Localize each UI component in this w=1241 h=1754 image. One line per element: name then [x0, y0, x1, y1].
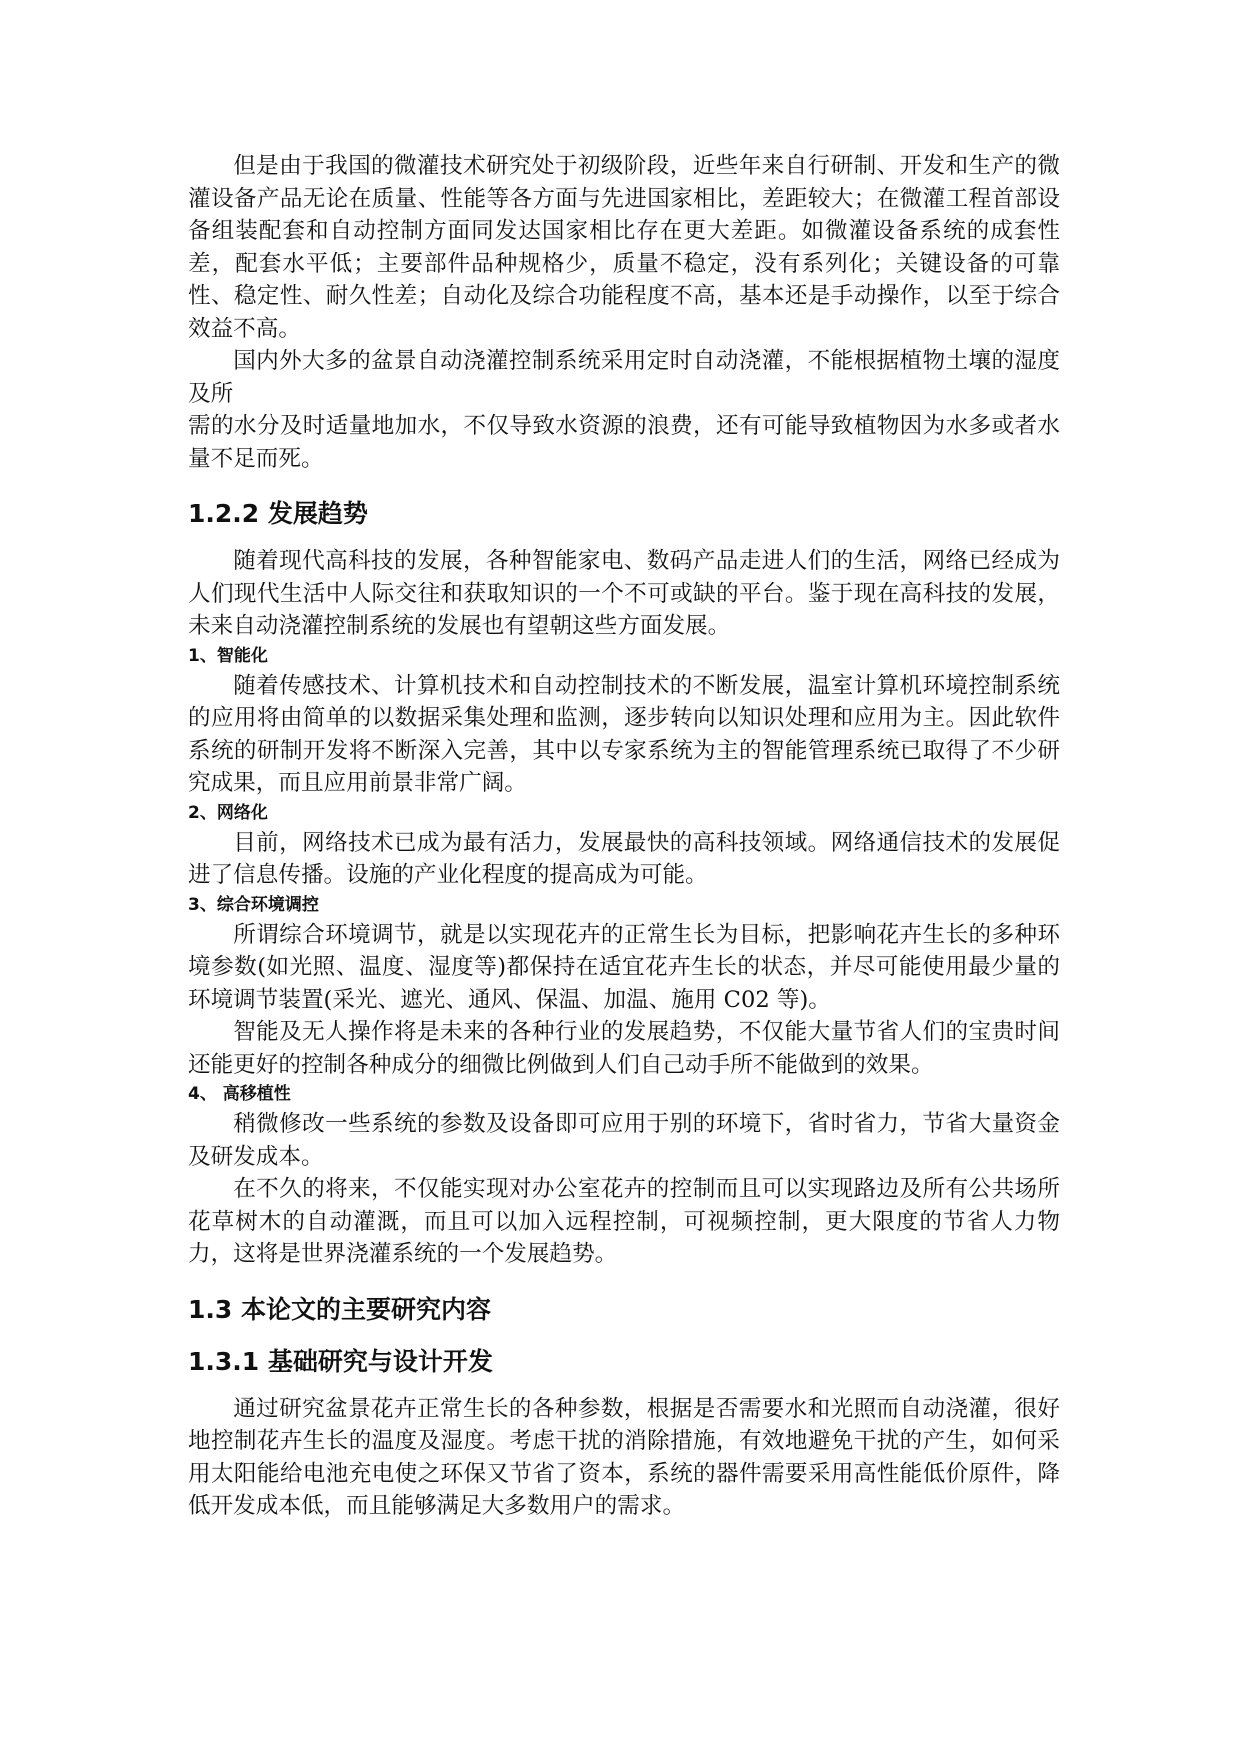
paragraph-basic-research: 通过研究盆景花卉正常生长的各种参数，根据是否需要水和光照而自动浇灌，很好地控制花卉生长的温度及湿度。考虑干扰的消除措施，有效地避免干扰的产生，如何采用太阳能给电池充电使之环保又节省了资本，系统的器件需要采用高性能低价原件，降低开发成本低，而且能够满足大多数用户的需求。 — [188, 1395, 1060, 1519]
section-heading-1-3: 1.3 本论文的主要研究内容 — [188, 1294, 491, 1324]
paragraph-unmanned-operation: 智能及无人操作将是未来的各种行业的发展趋势，不仅能大量节省人们的宝贵时间还能更好的控制各种成分的细微比例做到人们自己动手所不能做到的效果。 — [188, 1019, 1060, 1078]
subheading-environment-control: 3、综合环境调控 — [188, 894, 319, 915]
paragraph-intelligent: 随着传感技术、计算机技术和自动控制技术的不断发展，温室计算机环境控制系统的应用将由简单的以数据采集处理和监测，逐步转向以知识处理和应用为主。因此软件系统的研制开发将不断深入完善，其中以专家系统为主的智能管理系统已取得了不少研究成果，而且应用前景非常广阔。 — [188, 672, 1060, 796]
paragraph-portability: 稍微修改一些系统的参数及设备即可应用于别的环境下，省时省力，节省大量资金及研发成本。 — [188, 1111, 1060, 1170]
paragraph-networked: 目前，网络技术已成为最有活力，发展最快的高科技领域。网络通信技术的发展促进了信息传播。设施的产业化程度的提高成为可能。 — [188, 829, 1060, 888]
paragraph-environment-control: 所谓综合环境调节，就是以实现花卉的正常生长为目标，把影响花卉生长的多种环境参数(如光照、温度、湿度等)都保持在适宜花卉生长的状态，并尽可能使用最少量的环境调节装置(采光、遮光、通风、保温、加温、施用 C02 等)。 — [188, 921, 1060, 1013]
paragraph-microirrigation-gap: 但是由于我国的微灌技术研究处于初级阶段，近些年来自行研制、开发和生产的微灌设备产品无论在质量、性能等各方面与先进国家相比，差距较大；在微灌工程首部设备组装配套和自动控制方面同发达国家相比存在更大差距。如微灌设备系统的成套性差，配套水平低；主要部件品种规格少，质量不稳定，没有系列化；关键设备的可靠性、稳定性、耐久性差；自动化及综合功能程度不高，基本还是手动操作，以至于综合效益不高。 — [188, 153, 1060, 342]
section-heading-1-3-1: 1.3.1 基础研究与设计开发 — [188, 1346, 493, 1376]
subheading-networked: 2、网络化 — [188, 802, 268, 823]
paragraph-future-outlook: 在不久的将来，不仅能实现对办公室花卉的控制而且可以实现路边及所有公共场所花草树木的自动灌溉，而且可以加入远程控制，可视频控制，更大限度的节省人力物力，这将是世界浇灌系统的一个发展趋势。 — [188, 1176, 1060, 1267]
section-heading-1-2-2: 1.2.2 发展趋势 — [188, 499, 368, 528]
subheading-intelligent: 1、智能化 — [188, 645, 268, 666]
subheading-portability: 4、 高移植性 — [188, 1084, 291, 1104]
paragraph-trends-intro: 随着现代高科技的发展，各种智能家电、数码产品走进人们的生活，网络已经成为人们现代生活中人际交往和获取知识的一个不可或缺的平台。鉴于现在高科技的发展，未来自动浇灌控制系统的发展也有望朝这些方面发展。 — [188, 548, 1060, 639]
paragraph-timed-irrigation-line2: 需的水分及时适量地加水，不仅导致水资源的浪费，还有可能导致植物因为水多或者水量不足而死。 — [188, 413, 1060, 472]
paragraph-timed-irrigation-line1: 国内外大多的盆景自动浇灌控制系统采用定时自动浇灌，不能根据植物土壤的湿度及所 — [188, 348, 1060, 407]
document-page — [188, 150, 1060, 1523]
